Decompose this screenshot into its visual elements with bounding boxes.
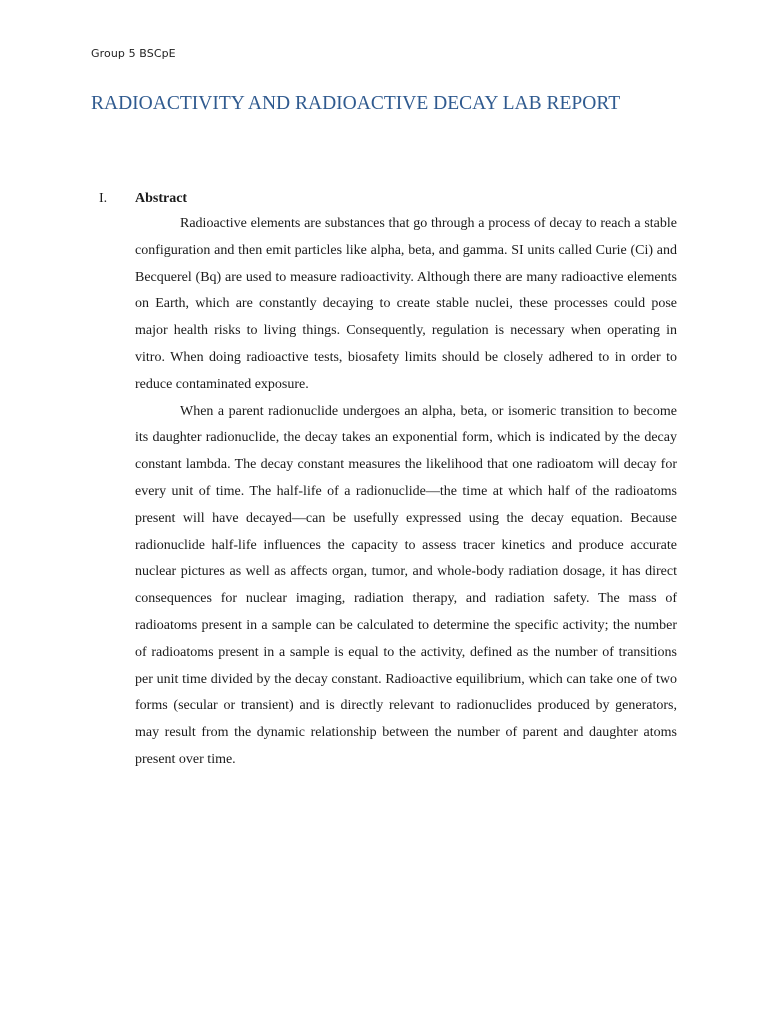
abstract-body <box>135 211 677 774</box>
abstract-paragraph-1: Radioactive elements are substances that go through a process of decay to reach a stable configuration and then emit particles like alpha, beta, and gamma. SI units called Curie (Ci) and Becquerel (Bq) are used to measure radioactivity. Although there are many radioactive elements on Earth, which are constantly decaying to create stable nuclei, these processes could pose major health risks to living things. Consequently, regulation is necessary when operating in vitro. When doing radioactive tests, biosafety limits should be closely adhered to in order to reduce contaminated exposure. <box>135 216 677 392</box>
section-heading <box>99 191 187 207</box>
section-number: I. <box>99 191 108 206</box>
section-title: Abstract <box>135 191 188 206</box>
document-title: RADIOACTIVITY AND RADIOACTIVE DECAY LAB REPORT <box>91 93 621 114</box>
page-header-label: Group 5 BSCpE <box>91 47 176 60</box>
abstract-paragraph-2: When a parent radionuclide undergoes an alpha, beta, or isomeric transition to become its daughter radionuclide, the decay takes an exponential form, which is indicated by the decay constant lambda. The decay constant measures the likelihood that one radioatom will decay for every unit of time. The half-life of a radionuclide—the time at which half of the radioatoms present will have decayed—can be usefully expressed using the decay equation. Because radionuclide half-life influences the capacity to assess tracer kinetics and produce accurate nuclear pictures as well as affects organ, tumor, and whole-body radiation dosage, it has direct consequences for nuclear imaging, radiation therapy, and radiation safety. The mass of radioatoms present in a sample can be calculated to determine the specific activity; the number of radioatoms present in a sample is equal to the activity, defined as the number of transitions per unit time divided by the decay constant. Radioactive equilibrium, which can take one of two forms (secular or transient) and is directly relevant to radionuclides produced by generators, may result from the dynamic relationship between the number of parent and daughter atoms present over time. <box>135 403 677 767</box>
